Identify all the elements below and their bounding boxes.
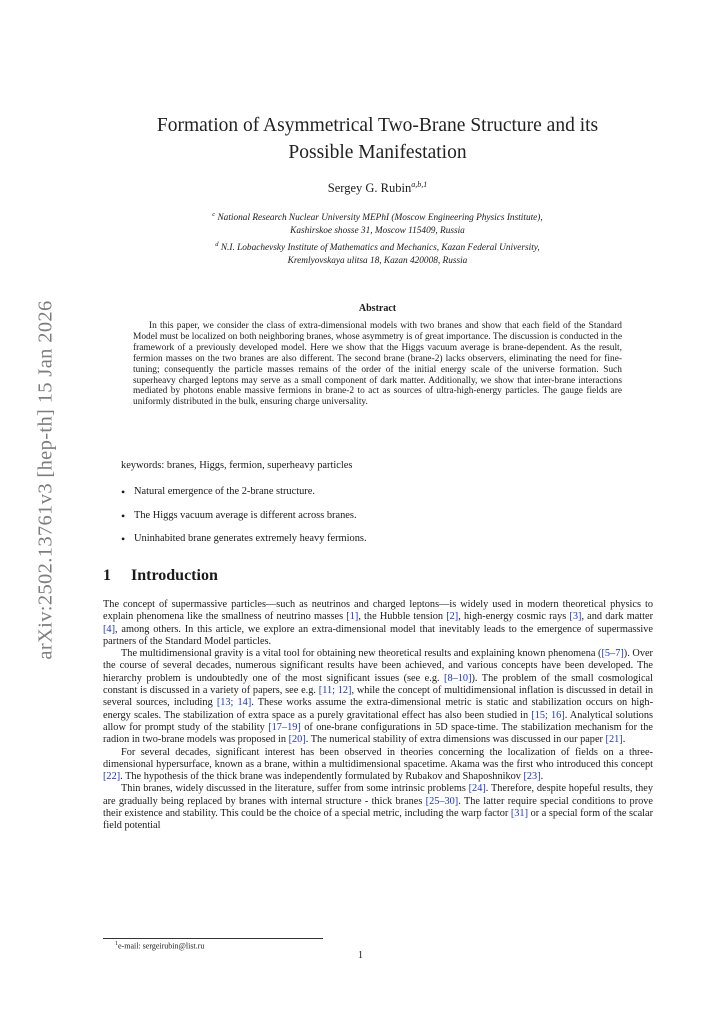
author-affil-marks: a,b,1 xyxy=(411,180,428,189)
citation-link[interactable]: [21] xyxy=(605,734,623,746)
affiliation-c: $^c$ National Research Nuclear University MEPhI (Moscow Engineering Physics Institute), xyxy=(212,211,543,224)
citation-link[interactable]: [20] xyxy=(288,734,306,746)
paragraph-text: of one-brane configurations in 5D space-time. The stabilization mechanism for the radion in two-brane models was proposed in xyxy=(103,721,654,746)
paragraph-text: , while the concept of multidimensional inflation is discussed in detail in several sources, including xyxy=(103,685,653,709)
bullet-icon: • xyxy=(121,508,126,523)
citation-link[interactable]: [5–7] xyxy=(601,648,624,660)
paragraph-text: , among others. In this article, we explore an extra-dimensional model that inevitably leads to the emergence of supermassive partners of the Standard Model particles. xyxy=(103,623,653,647)
citation-link[interactable]: [8–10] xyxy=(444,672,472,684)
citation-link[interactable]: [13; 14] xyxy=(216,697,252,709)
paragraph-text: The multidimensional gravity is a vital tool for obtaining new theoretical results and explaining known phenomena ( xyxy=(121,648,602,660)
footnote-mark: 1 xyxy=(115,941,118,947)
citation-link[interactable]: [3] xyxy=(569,611,582,623)
paragraph-text: , the Hubble tension xyxy=(358,611,447,623)
paragraph-text: Thin branes, widely discussed in the literature, suffer from some intrinsic problems xyxy=(121,783,469,795)
citation-link[interactable]: [4] xyxy=(103,623,116,635)
arxiv-stamp[interactable]: arXiv:2502.13761v3 [hep-th] 15 Jan 2026 xyxy=(34,300,57,660)
footnote-text[interactable]: e-mail: sergeirubin@list.ru xyxy=(118,941,205,951)
section-heading xyxy=(103,567,218,585)
paper-title xyxy=(100,112,655,166)
title-line-2: Possible Manifestation xyxy=(288,142,467,163)
paragraph-text: ). The problem of the small cosmological constant is discussed in a variety of papers, see e.g. xyxy=(103,672,653,697)
paragraph xyxy=(103,747,653,784)
section-number: 1 xyxy=(103,567,111,584)
title-line-1: Formation of Asymmetrical Two-Brane Structure and its xyxy=(156,115,599,136)
citation-link[interactable]: [25–30] xyxy=(425,795,459,807)
affiliations xyxy=(100,208,655,268)
paragraph-text: . xyxy=(540,771,544,783)
highlights-list xyxy=(121,486,661,557)
paragraph-text: ). Over the course of several decades, numerous significant results have been achieved, and various concepts have been developed. The hierarchy problem is undoubtedly one of the most significant issues (see e.g. xyxy=(103,648,653,684)
paragraph-text: . The numerical stability of extra dimensions was discussed in our paper xyxy=(305,734,606,746)
keywords: keywords: branes, Higgs, fermion, superheavy particles xyxy=(121,460,353,471)
footnote-rule xyxy=(103,938,323,939)
bullet-icon: • xyxy=(121,532,126,546)
affiliation-c-address: Kashirskoe shosse 31, Moscow 115409, Russia xyxy=(290,226,465,237)
affiliation-d-address: Kremlyovskaya ulitsa 18, Kazan 420008, Russia xyxy=(287,256,468,267)
paragraph-text: . Analytical solutions allow for prompt study of the stability xyxy=(103,709,653,733)
citation-link[interactable]: [2] xyxy=(446,611,459,623)
paragraph xyxy=(103,599,653,648)
author-line xyxy=(100,180,655,196)
paragraph-text: , high-energy cosmic rays xyxy=(458,611,570,623)
highlight-item: • Natural emergence of the 2-brane structure. xyxy=(121,485,315,499)
citation-link[interactable]: [1] xyxy=(346,611,359,623)
citation-link[interactable]: [24] xyxy=(468,783,486,795)
affiliation-d: $^d$ N.I. Lobachevsky Institute of Mathematics and Mechanics, Kazan Federal University, xyxy=(215,241,540,254)
abstract-text: In this paper, we consider the class of extra-dimensional models with two branes and show that each field of the Standard Model must be localized on both neighboring branes, whose asymmetry is of great importance. The discussion is conducted in the framework of a previously developed model. Here we show that the Higgs vacuum average is brane-dependent. As the result, fermion masses on the two branes are also different. The second brane (brane-2) lacks observers, eliminating the need for fine-tuning; consequently the particle masses remains of the order of the initial energy scale of the universe formation. Such superheavy charged leptons may serve as a small component of dark matter. Additionally, we show that inter-brane interactions mediated by photons enable massive fermions in brane-2 to act as sources of ultra-high-energy particles. The gauge fields are uniformly distributed in the bulk, ensuring charge universality. xyxy=(133,321,622,408)
citation-link[interactable]: [11; 12] xyxy=(318,685,352,697)
citation-link[interactable]: [31] xyxy=(510,808,529,820)
paragraph-text: . These works assume the extra-dimensional metric is static and stabilization occurs on high-energy scales. The stabilization of extra space as a purely gravitational effect has also been studied in xyxy=(103,697,653,721)
paragraph-text: . The hypothesis of the thick brane was independently formulated by Rubakov and Shaposhnikov xyxy=(120,771,524,783)
paragraph-text: . Therefore, despite hopeful results, they are gradually being replaced by branes with internal structure - thick branes xyxy=(103,783,653,807)
section-title: Introduction xyxy=(131,567,218,584)
paragraph-text: . xyxy=(622,734,626,746)
paragraph-text: , and dark matter xyxy=(581,611,653,623)
citation-link[interactable]: [23] xyxy=(523,771,541,783)
paragraph xyxy=(103,648,653,746)
paragraph-text: or a special form of the scalar field potential xyxy=(103,808,654,832)
highlight-item: • The Higgs vacuum average is different across branes. xyxy=(121,508,357,523)
highlight-item: • Uninhabited brane generates extremely heavy fermions. xyxy=(121,532,367,546)
citation-link[interactable]: [15; 16] xyxy=(531,709,565,721)
author-name: Sergey G. Rubin xyxy=(327,181,412,196)
paragraph xyxy=(103,783,653,832)
paragraph-text: The concept of supermassive particles—such as neutrinos and charged leptons—is widely used in modern theoretical physics to explain phenomena like the smallness of neutrino masses xyxy=(103,599,653,623)
citation-link[interactable]: [22] xyxy=(103,771,121,783)
introduction-body xyxy=(103,599,653,833)
citation-link[interactable]: [17–19] xyxy=(268,721,301,733)
paragraph-text: . The latter require special conditions to prove their existence and stability. This could be the choice of a special metric, including the warp factor xyxy=(103,795,653,820)
paragraph-text: For several decades, significant interest has been observed in theories concerning the localization of fields on a three-dimensional hypersurface, known as a brane, within a multidimensional spacetime. Akama was the first who introduced this concept xyxy=(103,746,653,770)
abstract-heading: Abstract xyxy=(358,303,397,314)
bullet-icon: • xyxy=(121,485,126,499)
page-number: 1 xyxy=(357,950,364,961)
